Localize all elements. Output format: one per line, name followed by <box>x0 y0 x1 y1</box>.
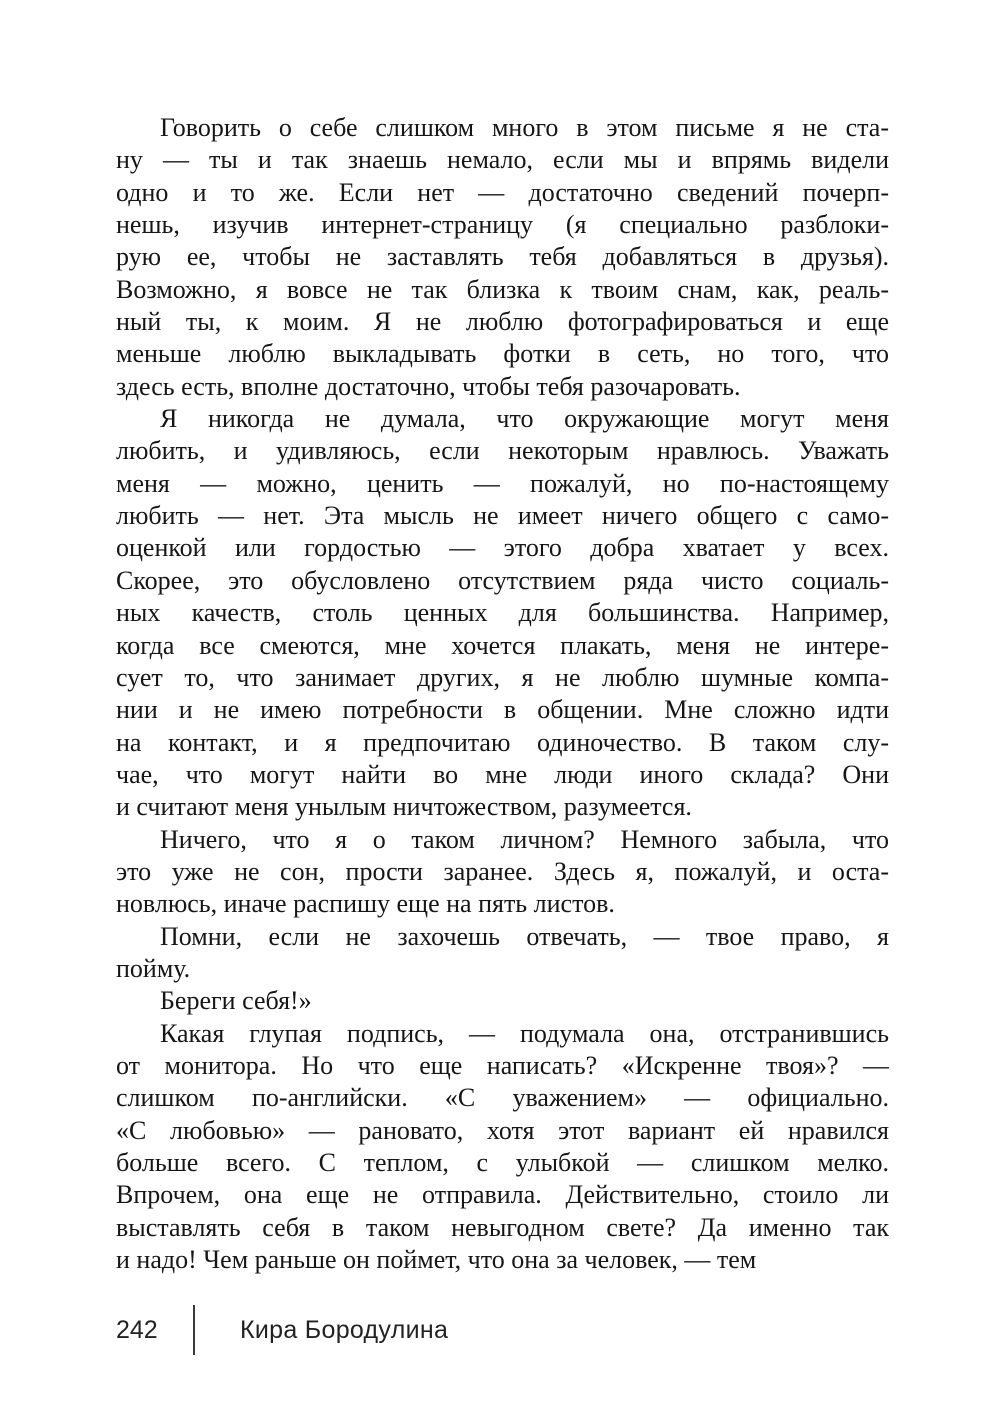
footer-divider <box>193 1305 195 1355</box>
text-line: нешь, изучив интернет-страницу (я специально разблоки- <box>116 210 889 240</box>
text-line: Скорее, это обусловлено отсутствием ряда чисто социаль- <box>116 565 889 595</box>
text-line: Я никогда не думала, что окружающие могут меня <box>160 404 889 434</box>
text-line: оценкой или гордостью — этого добра хватает у всех. <box>116 533 889 563</box>
text-line: «С любовью» — рановато, хотя этот вариант ей нравился <box>116 1115 889 1145</box>
paragraph <box>116 985 889 1017</box>
text-line: от монитора. Но что еще написать? «Искренне твоя»? — <box>116 1050 889 1080</box>
text-line: ну — ты и так знаешь немало, если мы и впрямь видели <box>116 145 889 175</box>
paragraph <box>116 403 889 823</box>
text-block <box>116 112 889 1276</box>
text-line: одно и то же. Если нет — достаточно сведений почерп- <box>116 177 889 207</box>
text-line: Возможно, я вовсе не так близка к твоим снам, как, реаль- <box>116 274 889 304</box>
text-line: любить, и удивляюсь, если некоторым нравлюсь. Уважать <box>116 436 889 466</box>
text-line: меньше люблю выкладывать фотки в сеть, но того, что <box>116 339 889 369</box>
text-line: пойму. <box>116 953 191 983</box>
text-line: чае, что могут найти во мне люди иного склада? Они <box>116 759 889 789</box>
text-line: Какая глупая подпись, — подумала она, отстранившись <box>160 1018 889 1048</box>
text-line: Ничего, что я о таком личном? Немного забыла, что <box>160 824 889 854</box>
text-line: больше всего. С теплом, с улыбкой — слишком мелко. <box>116 1148 889 1177</box>
text-line: на контакт, и я предпочитаю одиночество. В таком слу- <box>116 727 889 757</box>
text-line: новлюсь, иначе распишу еще на пять листов. <box>116 889 615 919</box>
paragraph <box>116 1018 889 1277</box>
text-line: Помни, если не захочешь отвечать, — твое право, я <box>160 921 889 951</box>
text-line: Впрочем, она еще не отправила. Действительно, стоило ли <box>116 1180 889 1210</box>
author-name: Кира Бородулина <box>240 1315 449 1344</box>
text-line: здесь есть, вполне достаточно, чтобы тебя разочаровать. <box>116 371 741 401</box>
text-line: выставлять себя в таком невыгодном свете? Да именно так <box>116 1212 889 1242</box>
text-line: и надо! Чем раньше он поймет, что она за человек, — тем <box>116 1245 757 1275</box>
text-line: меня — можно, ценить — пожалуй, но по-настоящему <box>116 468 889 498</box>
text-line: нии и не имею потребности в общении. Мне сложно идти <box>116 695 889 725</box>
text-line: когда все смеются, мне хочется плакать, меня не интере- <box>116 630 889 660</box>
text-line: любить — нет. Эта мысль не имеет ничего общего с само- <box>116 501 889 531</box>
text-line: и считают меня унылым ничтожеством, разумеется. <box>116 792 692 822</box>
paragraph <box>116 921 889 986</box>
text-line: сует то, что занимает других, я не люблю шумные компа- <box>116 662 889 692</box>
paragraph <box>116 112 889 403</box>
text-line: это уже не сон, прости заранее. Здесь я, пожалуй, и оста- <box>116 856 889 886</box>
page-number: 242 <box>116 1315 158 1344</box>
paragraph <box>116 824 889 921</box>
text-line: ных качеств, столь ценных для большинства. Например, <box>116 598 889 628</box>
text-line: рую ее, чтобы не заставлять тебя добавляться в друзья). <box>116 242 889 272</box>
text-line: слишком по-английски. «С уважением» — официально. <box>116 1083 889 1113</box>
text-line: Береги себя!» <box>160 986 312 1016</box>
text-line: ный ты, к моим. Я не люблю фотографироваться и еще <box>116 307 889 337</box>
text-line: Говорить о себе слишком много в этом письме я не ста- <box>160 113 889 142</box>
footer <box>116 1304 448 1356</box>
